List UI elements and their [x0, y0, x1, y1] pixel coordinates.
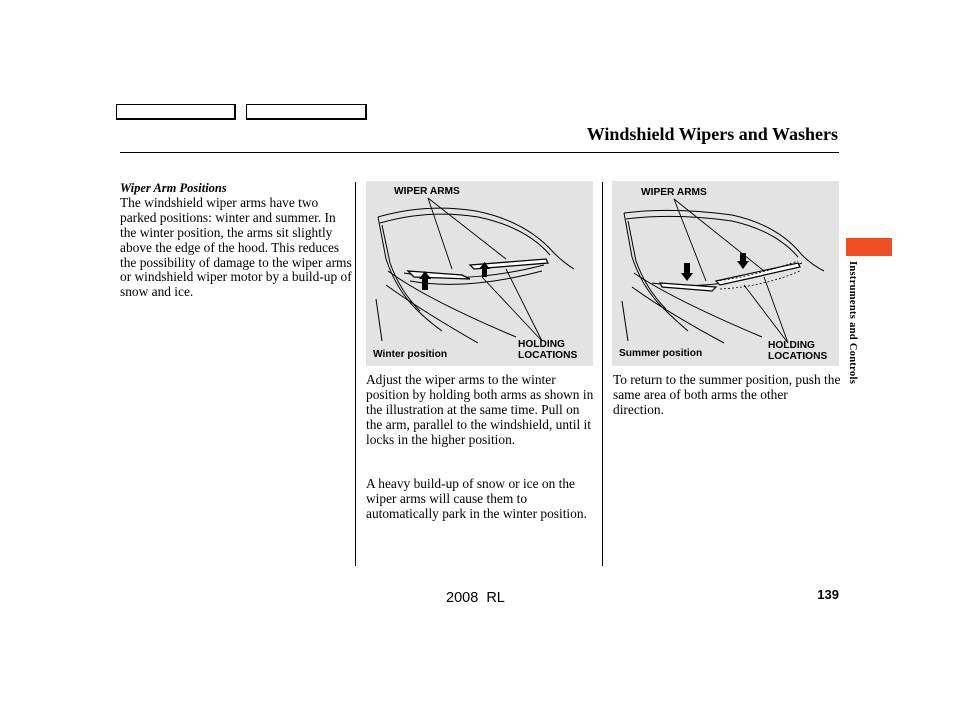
summer-position-illustration — [612, 181, 839, 366]
holding-label-line1: HOLDING — [768, 340, 815, 351]
wiper-arms-label: WIPER ARMS — [641, 187, 707, 198]
title-divider — [120, 152, 839, 153]
summer-windshield-drawing — [612, 181, 839, 366]
summer-position-label: Summer position — [619, 348, 703, 359]
nav-box-previous[interactable] — [116, 104, 236, 120]
snow-note-paragraph: A heavy build-up of snow or ice on the wiper arms will cause them to automatically park in the winter position. — [366, 476, 587, 521]
column-divider — [355, 182, 356, 566]
winter-instructions — [366, 373, 594, 448]
page-number: 139 — [817, 587, 839, 602]
snow-note — [366, 477, 594, 522]
winter-position-illustration — [366, 181, 593, 366]
wiper-arms-label: WIPER ARMS — [394, 186, 460, 197]
column-intro — [120, 181, 352, 300]
summer-instructions-paragraph: To return to the summer position, push the same area of both arms the other direction. — [613, 372, 841, 417]
holding-label-line2: LOCATIONS — [768, 351, 828, 362]
footer-model: 2008 RL — [446, 590, 505, 606]
winter-position-label: Winter position — [373, 349, 448, 360]
section-tab-label: Instruments and Controls — [847, 261, 858, 385]
winter-instructions-paragraph: Adjust the wiper arms to the winter position by holding both arms as shown in the illustration at the same time. Pull on the arm, parallel to the windshield, until it locks in the higher position. — [366, 372, 594, 447]
page-title: Windshield Wipers and Washers — [586, 124, 838, 144]
holding-label-line1: HOLDING — [518, 339, 565, 350]
nav-box-next[interactable] — [246, 104, 367, 120]
section-tab-marker[interactable] — [846, 238, 892, 256]
intro-paragraph: The windshield wiper arms have two parked positions: winter and summer. In the winter position, the arms sit slightly above the edge of the hood. This reduces the possibility of damage to the wiper arms or windshield wiper motor by a build-up of snow and ice. — [120, 194, 352, 300]
summer-instructions — [613, 373, 841, 418]
holding-label-line2: LOCATIONS — [518, 350, 578, 361]
section-subhead: Wiper Arm Positions — [120, 181, 227, 195]
column-divider — [602, 182, 603, 566]
